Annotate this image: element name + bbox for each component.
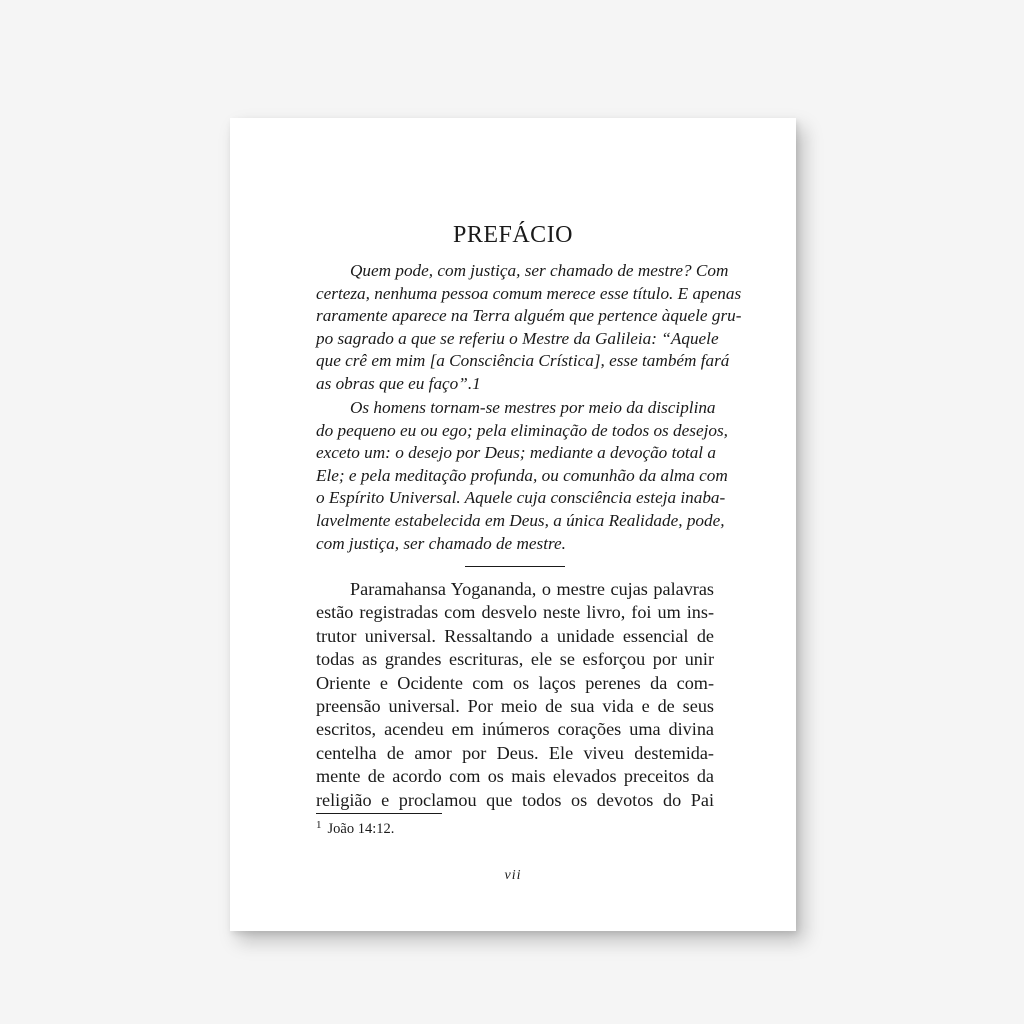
text-line: religião e proclamou que todos os devotos do Pai [316,789,714,810]
text-line: que crê em mim [a Consciência Crística], esse também fará [316,351,730,371]
text-line: trutor universal. Ressaltando a unidade essencial de [316,625,714,646]
footnote [316,820,394,838]
text-line: exceto um: o desejo por Deus; mediante a devoção total a [316,443,716,463]
text-line: todas as grandes escrituras, ele se esforçou por unir [316,649,714,670]
text-line: Ele; e pela meditação profunda, ou comunhão da alma com [316,465,728,485]
text-line: preensão universal. Por meio de sua vida e de seus [316,696,714,717]
epigraph-paragraph-2 [316,397,728,555]
text-line: estão registradas com desvelo neste livro, foi um ins- [316,602,714,623]
text-line: lavelmente estabelecida em Deus, a única Realidade, pode, [316,510,725,530]
book-page [230,118,796,931]
footnote-text: João 14:12. [327,821,395,837]
text-line: Os homens tornam-se mestres por meio da disciplina [350,398,716,417]
text-line: as obras que eu faço”. [316,373,473,393]
footnote-reference[interactable]: 1 [472,373,481,393]
text-line: escritos, acendeu em inúmeros corações uma divina [316,719,714,740]
text-line: certeza, nenhuma pessoa comum merece esse título. E apenas [316,283,742,303]
text-line: po sagrado a que se referiu o Mestre da Galileia: “Aquele [316,328,719,348]
footnote-rule [316,813,442,814]
section-divider [465,566,565,567]
epigraph-paragraph-1 [316,260,742,396]
body-paragraph [316,578,714,812]
text-line: raramente aparece na Terra alguém que pertence àquele gru- [316,306,742,326]
page-title: PREFÁCIO [452,222,574,248]
page-number: vii [504,868,522,883]
text-line: mente de acordo com os mais elevados preceitos da [316,766,714,787]
text-line: Paramahansa Yogananda, o mestre cujas palavras [350,579,714,599]
text-line: centelha de amor por Deus. Ele viveu destemida- [316,742,714,763]
text-line: com justiça, ser chamado de mestre. [316,533,566,553]
text-line: Quem pode, com justiça, ser chamado de mestre? Com [350,261,729,280]
footnote-number: 1 [316,819,322,831]
text-line: do pequeno eu ou ego; pela eliminação de todos os desejos, [316,420,728,440]
text-line: Oriente e Ocidente com os laços perenes da com- [316,672,714,693]
text-line: o Espírito Universal. Aquele cuja consciência esteja inaba- [316,488,726,508]
text-line-with-footnote [316,373,714,396]
